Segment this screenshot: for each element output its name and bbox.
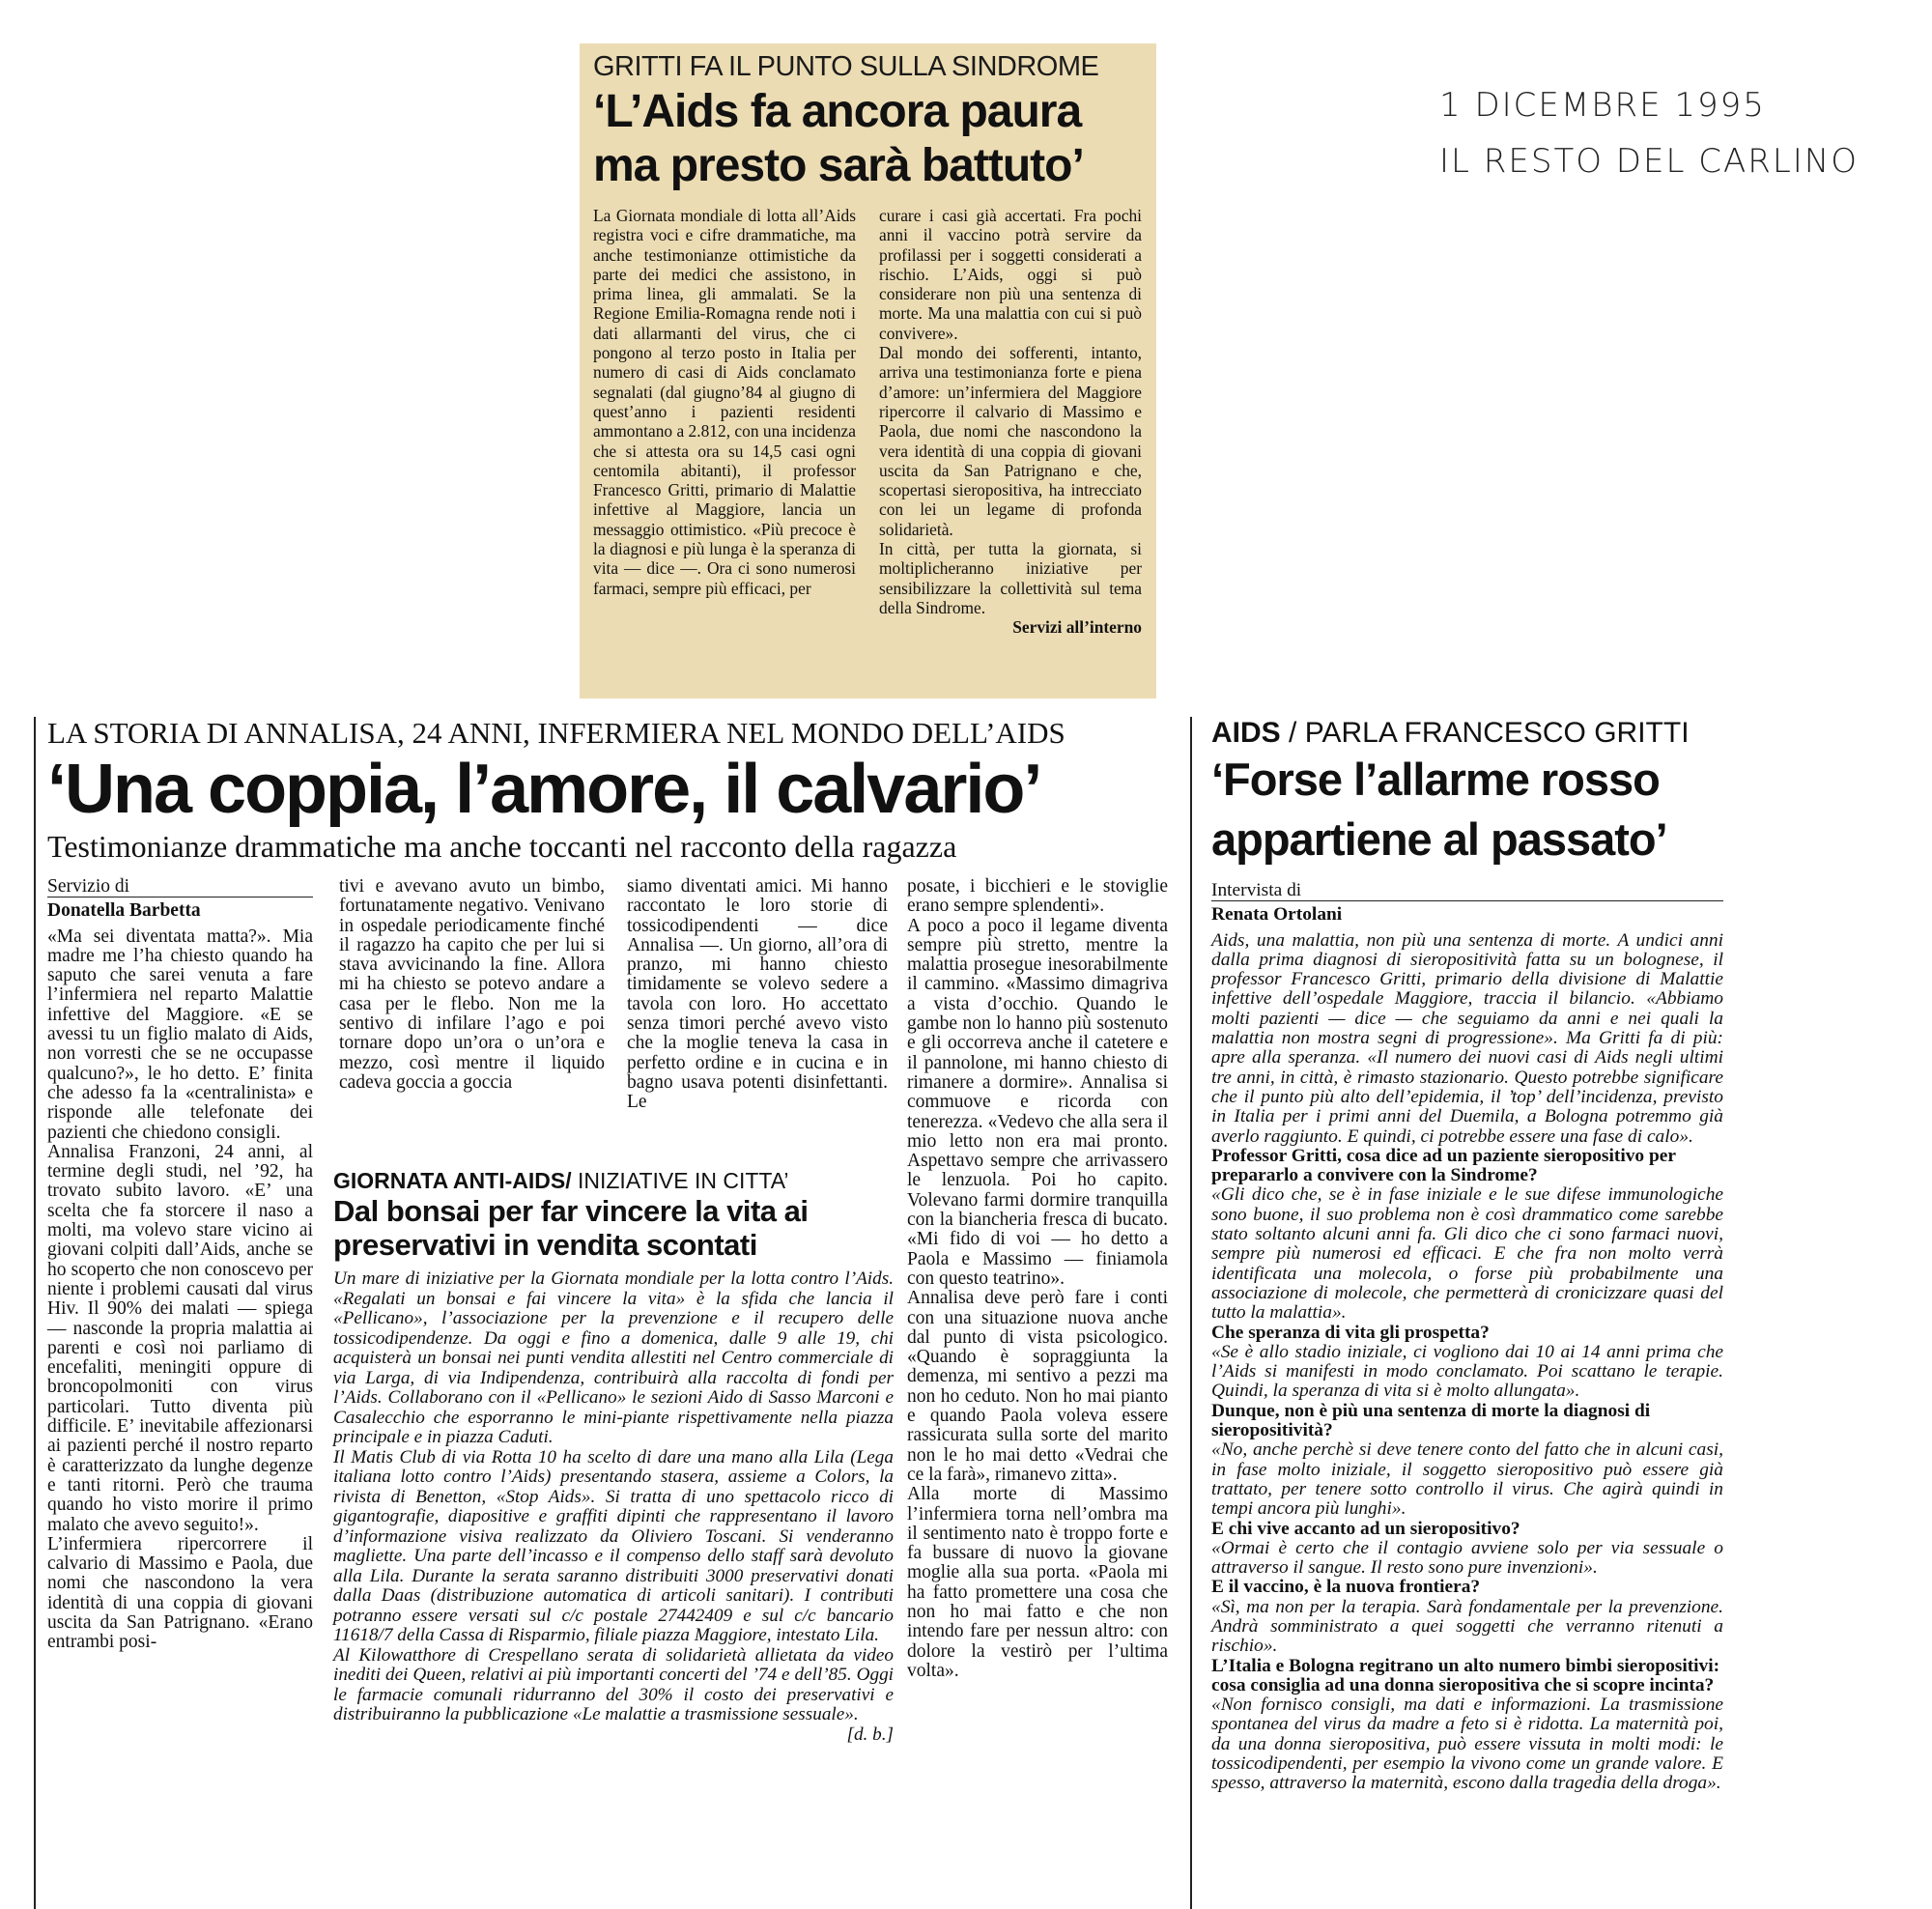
byline-label: Intervista di xyxy=(1211,881,1723,901)
main-article-headline: ‘Una coppia, l’amore, il calvario’ xyxy=(47,751,1041,828)
top-article-headline: ‘L’Aids fa ancora paura ma presto sarà battuto’ xyxy=(593,86,1084,191)
interview-answer: «Se è allo stadio iniziale, ci vogliono dai 10 ai 14 anni prima che l’Aids si manifesti in modo conclamato. Poi scattano le terapie. Quindi, la speranza di vita si è molto allungata». xyxy=(1211,1341,1723,1402)
byline-author: Renata Ortolani xyxy=(1211,904,1343,926)
interview-question: E chi vive accanto ad un sieropositivo? xyxy=(1211,1518,1520,1539)
interview-kicker-bold: AIDS xyxy=(1211,717,1281,749)
interview-kicker-rest: / PARLA FRANCESCO GRITTI xyxy=(1280,717,1690,749)
byline-label: Servizio di xyxy=(47,877,313,898)
main-article-paragraph: siamo diventati amici. Mi hanno raccontato le loro storie di tossicodipendenti — dice Annalisa —. Un giorno, all’ora di pranzo, mi hanno chiesto timidamente se volevo sedere a tavola con loro. Ho accettato senza timori perché avevo visto che la moglie teneva la casa in perfetto ordine e in cucina e in bagno usava potenti disinfettanti. Le xyxy=(627,876,888,1113)
sidebar-paragraph: Il Matis Club di via Rotta 10 ha scelto di dare una mano alla Lila (Lega italiana lotto contro l’Aids) presentando stasera, assieme a Colors, la rivista di Benetton, «Stop Aids». Si tratta di uno spettacolo ricco di gigantografie, diapositive e graffiti dipinti che rappresentano il lavoro d’informazione visiva realizzato da Oliviero Toscani. Si venderanno magliette. Una parte dell’incasso e il compenso dello staff sarà devoluto alla Lila. Durante la serata saranno distribuiti 3000 preservativi donati dalla Daas (distribuzione automatica di articoli sanitari). I contributi potranno essere versati sul c/c postale 27442409 e sul c/c bancario 11618/7 della Cassa di Risparmio, filiale piazza Maggiore, intestato Lila. xyxy=(333,1446,894,1645)
main-article-paragraph: A poco a poco il legame diventa sempre più stretto, mentre la malattia prosegue inesorabilmente il cammino. «Massimo dimagriva a vista d’occhio. Quando le gambe non lo hanno più sostenuto e gli occorreva anche il catetere e il pannolone, mi hanno chiesto di rimanere a dormire». Annalisa si commuove e ricorda con tenerezza. «Vedevo che alla sera il mio letto non era mai pronto. Aspettavo sempre che arrivassero le lenzuola. Poi ho capito. Volevano farmi dormire tranquilla con la biancheria fresca di bucato. «Mi fido di voi — ho detto a Paola e Massimo — finiamola con questo teatrino». xyxy=(907,915,1168,1289)
top-article-clipping xyxy=(580,43,1156,698)
main-article-paragraph: Alla morte di Massimo l’infermiera torna nell’ombra ma il sentimento nato è troppo forte e fa bussare di nuovo la giovane moglie alla sua porta. «Paola mi ha fatto promettere una cosa che non ho mai fatto e che non intendo fare per nessun altro: con dolore la vestirò per l’ultima volta». xyxy=(907,1484,1168,1681)
top-article-paragraph: In città, per tutta la giornata, si moltiplicheranno iniziative per sensibilizzare la collettività sul tema della Sindrome. xyxy=(879,539,1142,617)
interview-question: L’Italia e Bologna regitrano un alto numero bimbi sieropositivi: cosa consiglia ad una donna sieropositiva che si scopre incinta? xyxy=(1211,1655,1720,1695)
interview-answer: «Non fornisco consigli, ma dati e informazioni. La trasmissione spontanea del virus da madre a feto si è ridotta. La maternità poi, da una donna sieropositiva, può essere vissuta in molti modi: le tossicodipendenti, per esempio la vivono come un grande valore. E spesso, attraverso la maternità, escono dalla tragedia della droga». xyxy=(1211,1695,1723,1794)
main-article-paragraph: posate, i bicchieri e le stoviglie erano sempre splendenti». xyxy=(907,876,1168,917)
top-article-column-1 xyxy=(593,206,856,598)
main-article-column-4 xyxy=(907,877,1168,1681)
sidebar-paragraph: Al Kilowatthore di Crespellano serata di solidarietà allietata da video inediti dei Queen, relativi ai più importanti concerti del ’74 e dell’85. Oggi le farmacie comunali ridurranno del 30% il costo dei preservativi e distribuiranno la pubblicazione «Le malattie a trasmissione sessuale». xyxy=(333,1644,894,1724)
top-article-column-2 xyxy=(879,206,1142,638)
sidebar-headline: Dal bonsai per far vincere la vita ai preservativi in vendita scontati xyxy=(333,1194,809,1262)
byline-author: Donatella Barbetta xyxy=(47,900,201,922)
top-article-paragraph: curare i casi già accertati. Fra pochi anni il vaccino potrà servire da profilassi per i soggetti considerati a rischio. L’Aids, oggi si può considerare non più una sentenza di morte. Ma una malattia con cui si può convivere». xyxy=(879,206,1142,343)
sidebar-kicker-bold: GIORNATA ANTI-AIDS/ xyxy=(333,1168,572,1193)
main-article-paragraph: Annalisa Franzoni, 24 anni, al termine degli studi, nel ’92, ha trovato subito lavoro. «E’ una scelta che fa storcere il naso a molti, ma volevo stare vicino ai giovani colpiti dall’Aids, anche se ho scoperto che non conoscevo per niente i problemi causati dal virus Hiv. Il 90% dei malati — spiega — nasconde la propria malattia ai parenti e così noi parliamo di encefaliti, meningiti oppure di broncopolmoniti con virus particolari. Tutto diventa più difficile. E’ inevitabile affezionarsi ai pazienti perché il nostro reparto è caratterizzato da lunghe degenze e tanti ritorni. Però che trauma quando ho visto morire il primo malato che avevo seguito!». xyxy=(47,1141,313,1535)
main-article-paragraph: Annalisa deve però fare i conti con una situazione nuova anche dal punto di vista psicologico. «Quando è sopraggiunta la demenza, mi sentivo a pezzi ma non ho ceduto. Non ho mai pianto e quando Paola voleva essere rassicurata sulla sorte del marito non le ho mai detto «Vedrai che ce la farà», rimanevo zitta». xyxy=(907,1288,1168,1485)
main-article-kicker: LA STORIA DI ANNALISA, 24 ANNI, INFERMIERA NEL MONDO DELL’AIDS xyxy=(47,717,1065,750)
interview-headline: ‘Forse l’allarme rosso appartiene al passato’ xyxy=(1211,754,1667,865)
main-article-paragraph: «Ma sei diventata matta?». Mia madre me l’ha chiesto quando ha saputo che sarei venuta a fare l’infermiera nel reparto Malattie infettive del Maggiore. «E se avessi tu un figlio malato di Aids, non vorresti che se ne occupasse qualcuno?», le ho detto. E’ finita che adesso fa la «centralinista» e risponde alle telefonate dei pazienti che chiedono consigli. xyxy=(47,926,313,1143)
sidebar-body xyxy=(333,1269,894,1745)
interview-question: Dunque, non è più una sentenza di morte la diagnosi di sieropositività? xyxy=(1211,1400,1651,1441)
top-article-kicker: GRITTI FA IL PUNTO SULLA SINDROME xyxy=(593,51,1099,82)
top-article-paragraph: La Giornata mondiale di lotta all’Aids registra voci e cifre drammatiche, ma anche testimonianze ottimistiche da parte dei medici che assistono, in prima linea, gli ammalati. Se la Regione Emilia-Romagna rende noti i dati allarmanti del virus, che ci pongono al terzo posto in Italia per numero di casi di Aids conclamato segnalati (dal giugno’84 al giugno di quest’anno i pazienti residenti ammontano a 2.812, con una incidenza che si attesta ora su 14,5 casi ogni centomila abitanti), il professor Francesco Gritti, primario di Malattie infettive al Maggiore, lancia un messaggio ottimistico. «Più precoce è la diagnosi e più lunga è la speranza di vita — dice —. Ora ci sono numerosi farmaci, sempre più efficaci, per xyxy=(593,206,856,598)
top-article-signoff: Servizi all’interno xyxy=(1012,617,1142,638)
sidebar-kicker xyxy=(333,1168,894,1194)
handwritten-date: 1 DICEMBRE 1995 xyxy=(1439,86,1766,125)
main-article-paragraph: L’infermiera ripercorrere il calvario di Massimo e Paola, due nomi che nascondono la vera identità di una coppia di giovani uscita da San Patrignano. «Erano entrambi posi- xyxy=(47,1533,313,1653)
interview-clipping xyxy=(1190,717,1739,1909)
main-article-clipping xyxy=(34,717,1193,1909)
interview-question: Che speranza di vita gli prospetta? xyxy=(1211,1322,1490,1343)
sidebar-article xyxy=(333,1168,894,1745)
interview-intro: Aids, una malattia, non più una sentenza di morte. A undici anni dalla prima diagnosi di sieropositività fatta su un bolognese, il professor Francesco Gritti, primario della divisione di Malattie infettive dell’ospedale Maggiore, traccia il bilancio. «Abbiamo molti pazienti — dice — che seguiamo da anni e nei quali la malattia non mostra segni di progressione». Ma Gritti fa di più: apre alla speranza. «Il numero dei nuovi casi di Aids negli ultimi tre anni, in città, è rimasto stazionario. Questo potrebbe significare che il punto più alto dell’epidemia, il ’top’ dell’incidenza, previsto in Italia per i primi anni del Duemila, a Bologna potremmo già averlo raggiunto. E quindi, ci potrebbe essere una fase di calo». xyxy=(1211,929,1723,1147)
handwritten-note xyxy=(1439,77,1922,193)
sidebar-paragraph: Un mare di iniziative per la Giornata mondiale per la lotta contro l’Aids. «Regalati un bonsai e fai vincere la vita» è la sfida che lancia il «Pellicano», l’associazione per la prevenzione e il recupero delle tossicodipendenze. Da oggi e fino a domenica, dalle 9 alle 19, chi acquisterà un bonsai nei punti vendita allestiti nel Centro commerciale di via Larga, di via Indipendenza, contribuirà alla raccolta di fondi per l’Aids. Collaborano con il «Pellicano» le sezioni Aido di Sasso Marconi e Casalecchio che esporranno le mini-piante rispettivamente nella piazza principale e in piazza Caduti. xyxy=(333,1268,894,1447)
interview-question: Professor Gritti, cosa dice ad un paziente sieropositivo per prepararlo a convivere con la Sindrome? xyxy=(1211,1145,1676,1186)
interview-answer: «Sì, ma non per la terapia. Sarà fondamentale per la prevenzione. Andrà somministrato a quei soggetti che verranno ritenuti a rischio». xyxy=(1211,1596,1723,1657)
main-article-column-1 xyxy=(47,877,313,1653)
sidebar-kicker-rest: INIZIATIVE IN CITTA’ xyxy=(571,1168,789,1193)
main-article-column-3 xyxy=(627,877,888,1113)
top-article-paragraph: Dal mondo dei sofferenti, intanto, arriva una testimonianza forte e piena d’amore: un’infermiera del Maggiore ripercorre il calvario di Massimo e Paola, due nomi che nascondono la vera identità di una coppia di giovani uscita da San Patrignano e che, scopertasi sieropositiva, ha intrecciato con lei un legame di profonda solidarietà. xyxy=(879,343,1142,539)
interview-answer: «Ormai è certo che il contagio avviene solo per via sessuale o attraverso il sangue. Il resto sono pure invenzioni». xyxy=(1211,1537,1723,1579)
interview-answer: «Gli dico che, se è in fase iniziale e le sue difese immunologiche sono buone, il suo problema non è così drammatico come sarebbe stato soltanto alcuni anni fa. Gli dico che ci sono farmaci nuovi, sempre più numerosi ed efficaci. E che fra non molto verrà identificata una molecola, o forse più probabilmente una associazione di molecole, che permetterà di cronicizzare quasi del tutto la malattia». xyxy=(1211,1184,1723,1324)
interview-answer: «No, anche perchè si deve tenere conto del fatto che in alcuni casi, in fase molto iniziale, il soggetto sieropositivo può essere già trattato, per tenere sotto controllo il virus. Che agirà quindi in tempi ancora più lunghi». xyxy=(1211,1439,1723,1520)
main-article-paragraph: tivi e avevano avuto un bimbo, fortunatamente negativo. Venivano in ospedale periodicamente finché il ragazzo ha capito che per lui si stava avvicinando la fine. Allora mi ha chiesto se potevo andare a casa per le flebo. Non me la sentivo di infilare l’ago e poi tornare dopo un’ora o un’ora e mezzo, così mentre il liquido cadeva goccia a goccia xyxy=(339,876,605,1093)
interview-kicker xyxy=(1211,717,1727,750)
main-article-column-2 xyxy=(339,877,605,1093)
interview-question: E il vaccino, è la nuova frontiera? xyxy=(1211,1577,1481,1598)
interview-body xyxy=(1211,881,1723,1794)
main-article-deck: Testimonianze drammatiche ma anche toccanti nel racconto della ragazza xyxy=(47,829,957,864)
handwritten-newspaper-name: IL RESTO DEL CARLINO xyxy=(1439,142,1860,181)
sidebar-signoff: [d. b.] xyxy=(846,1724,894,1745)
